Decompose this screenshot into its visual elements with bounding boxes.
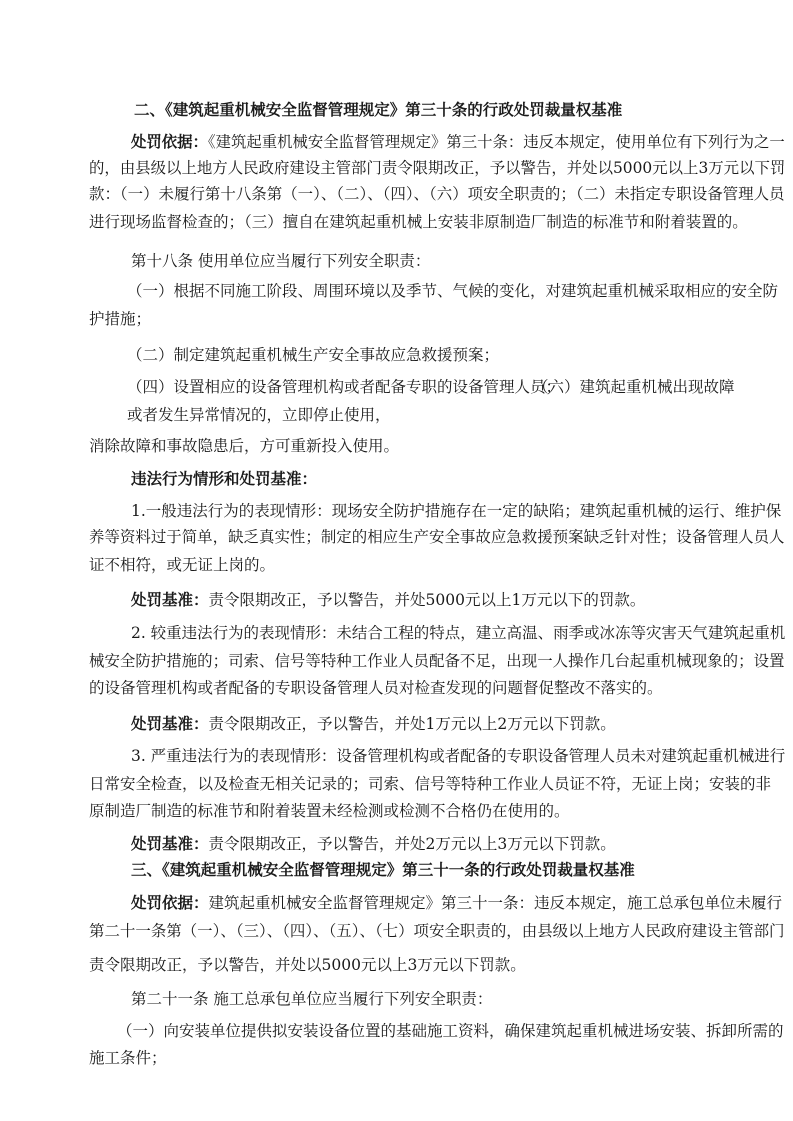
- text-line: 日常安全检查，以及检查无相关记录的；司索、信号等特种工作业人员证不符，无证上岗；安装的非: [89, 775, 772, 793]
- section-heading-2: 二、《建筑起重机械安全监督管理规定》第三十条的行政处罚裁量权基准: [134, 100, 623, 119]
- violations-heading: 违法行为情形和处罚基准：: [131, 469, 318, 488]
- text-line: 的，由县级以上地方人民政府建设主管部门责令限期改正，予以警告，并处以5000元以上3万元以下罚: [89, 159, 786, 177]
- section-heading-3: 三、《建筑起重机械安全监督管理规定》第三十一条的行政处罚裁量权基准: [131, 860, 635, 879]
- penalty-basis-label: 处罚依据：: [131, 132, 208, 151]
- penalty-basis-text: 建筑起重机械安全监督管理规定》第三十一条：违反本规定，施工总承包单位未履行: [208, 894, 783, 912]
- text-line: 养等资料过于简单，缺乏真实性；制定的相应生产安全事故应急救援预案缺乏针对性；设备管理人员人: [89, 528, 785, 546]
- text-line: 款：（一）未履行第十八条第（一）、（二）、（四）、（六）项安全职责的；（二）未指定专职设备管理人员: [89, 185, 785, 203]
- text-line: 械安全防护措施的；司索、信号等特种工作业人员配备不足，出现一人操作几台起重机械现象的；设置: [89, 652, 785, 670]
- penalty-basis-paragraph: [131, 132, 785, 152]
- text-line: 证不相符，或无证上岗的。: [89, 556, 276, 574]
- article-21-title: 第二十一条 施工总承包单位应当履行下列安全职责：: [131, 990, 493, 1008]
- penalty-standard-text: 责令限期改正，予以警告，并处5000元以上1万元以下的罚款。: [208, 591, 646, 609]
- text-line: 责令限期改正，予以警告，并处以5000元以上3万元以下罚款。: [89, 956, 526, 974]
- penalty-standard-general: [131, 590, 645, 610]
- penalty-standard-label: 处罚基准：: [131, 834, 209, 853]
- penalty-basis-text: 《建筑起重机械安全监督管理规定》第三十条：违反本规定，使用单位有下列行为之一: [207, 133, 785, 151]
- text-line: 消除故障和事故隐患后，方可重新投入使用。: [89, 437, 400, 455]
- text-line: 原制造厂制造的标准节和附着装置未经检测或检测不合格仍在使用的。: [89, 802, 570, 820]
- text-line: 施工条件；: [89, 1049, 167, 1067]
- article-18-title: 第十八条 使用单位应当履行下列安全职责：: [131, 252, 431, 270]
- penalty-standard-severe: [131, 834, 616, 854]
- violation-severe: 3. 严重违法行为的表现情形：设备管理机构或者配备的专职设备管理人员未对建筑起重机械进行: [131, 747, 786, 765]
- article-18-item-6: （六）建筑起重机械出现故障: [533, 378, 735, 396]
- text-line: 或者发生异常情况的，立即停止使用，: [127, 406, 391, 424]
- violation-serious: 2. 较重违法行为的表现情形：未结合工程的特点，建立高温、雨季或冰冻等灾害天气建筑起重机: [131, 624, 786, 642]
- article-18-item-4: （四）设置相应的设备管理机构或者配备专职的设备管理人员；: [127, 378, 562, 396]
- article-18-item-1: （一）根据不同施工阶段、周围环境以及季节、气候的变化，对建筑起重机械采取相应的安全防: [127, 282, 779, 300]
- article-21-item-1: （一）向安装单位提供拟安装设备位置的基础施工资料，确保建筑起重机械进场安装、拆卸所需的: [117, 1022, 784, 1040]
- text-line: 进行现场监督检查的；（三）擅自在建筑起重机械上安装非原制造厂制造的标准节和附着装置的。: [89, 213, 748, 231]
- penalty-basis-label: 处罚依据：: [131, 893, 209, 912]
- violation-general: 1.一般违法行为的表现情形：现场安全防护措施存在一定的缺陷；建筑起重机械的运行、维护保: [131, 502, 782, 520]
- penalty-basis-paragraph: [131, 893, 782, 913]
- penalty-standard-label: 处罚基准：: [131, 714, 209, 733]
- penalty-standard-serious: [131, 714, 616, 734]
- penalty-standard-label: 处罚基准：: [131, 590, 209, 609]
- text-line: 第二十一条第（一）、（三）、（四）、（五）、（七）项安全职责的，由县级以上地方人民政府建设主管部门: [89, 922, 785, 940]
- text-line: 的设备管理机构或者配备的专职设备管理人员对检查发现的问题督促整改不落实的。: [89, 679, 663, 697]
- penalty-standard-text: 责令限期改正，予以警告，并处2万元以上3万元以下罚款。: [208, 835, 616, 853]
- text-line: 护措施；: [89, 310, 152, 328]
- penalty-standard-text: 责令限期改正，予以警告，并处1万元以上2万元以下罚款。: [208, 715, 616, 733]
- article-18-item-2: （二）制定建筑起重机械生产安全事故应急救援预案；: [127, 346, 500, 364]
